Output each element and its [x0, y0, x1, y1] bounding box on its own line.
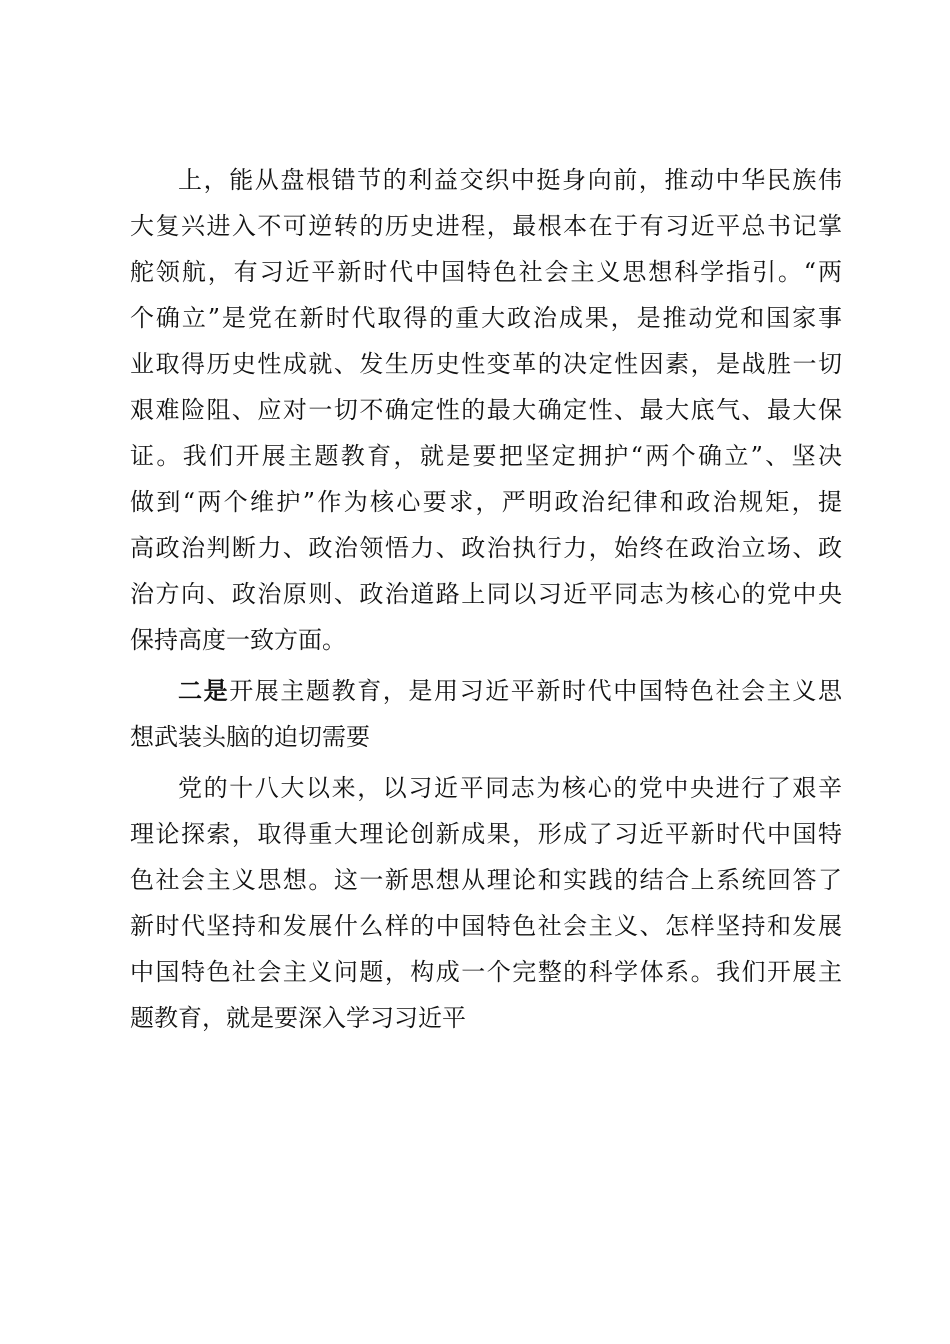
text-line: 证。我们开展主题教育，就是要把坚定拥护“两个确立”、坚决 — [130, 442, 842, 470]
section-heading-2 — [130, 668, 842, 760]
heading-line — [130, 668, 842, 714]
text-line: 保持高度一致方面。 — [130, 626, 346, 654]
text-line: 党的十八大以来，以习近平同志为核心的党中央进行了艰辛 — [178, 774, 842, 802]
text-line: 个确立”是党在新时代取得的重大政治成果，是推动党和国家事 — [130, 304, 842, 332]
text-line: 中国特色社会主义问题，构成一个完整的科学体系。我们开展主 — [130, 958, 842, 986]
text-line: 理论探索，取得重大理论创新成果，形成了习近平新时代中国特 — [130, 820, 842, 848]
text-line: 高政治判断力、政治领悟力、政治执行力，始终在政治立场、政 — [130, 534, 842, 562]
text-line: 新时代坚持和发展什么样的中国特色社会主义、怎样坚持和发展 — [130, 912, 842, 940]
paragraph-continuation — [130, 157, 842, 663]
text-line: 艰难险阻、应对一切不确定性的最大确定性、最大底气、最大保 — [130, 396, 842, 424]
text-line: 大复兴进入不可逆转的历史进程，最根本在于有习近平总书记掌 — [130, 212, 842, 240]
text-line: 舵领航，有习近平新时代中国特色社会主义思想科学指引。“两 — [130, 258, 842, 286]
heading-text: 开展主题教育，是用习近平新时代中国特色社会主义思 — [229, 677, 843, 705]
heading-bold-prefix: 二是 — [178, 676, 230, 705]
text-line: 色社会主义思想。这一新思想从理论和实践的结合上系统回答了 — [130, 866, 842, 894]
paragraph-body — [130, 765, 842, 1041]
text-line: 业取得历史性成就、发生历史性变革的决定性因素，是战胜一切 — [130, 350, 842, 378]
text-line: 上，能从盘根错节的利益交织中挺身向前，推动中华民族伟 — [178, 166, 842, 194]
text-line: 治方向、政治原则、政治道路上同以习近平同志为核心的党中央 — [130, 580, 842, 608]
heading-line: 想武装头脑的迫切需要 — [130, 723, 370, 751]
text-line: 做到“两个维护”作为核心要求，严明政治纪律和政治规矩，提 — [130, 488, 842, 516]
text-line: 题教育，就是要深入学习习近平 — [130, 1004, 466, 1032]
document-page — [130, 157, 842, 1041]
